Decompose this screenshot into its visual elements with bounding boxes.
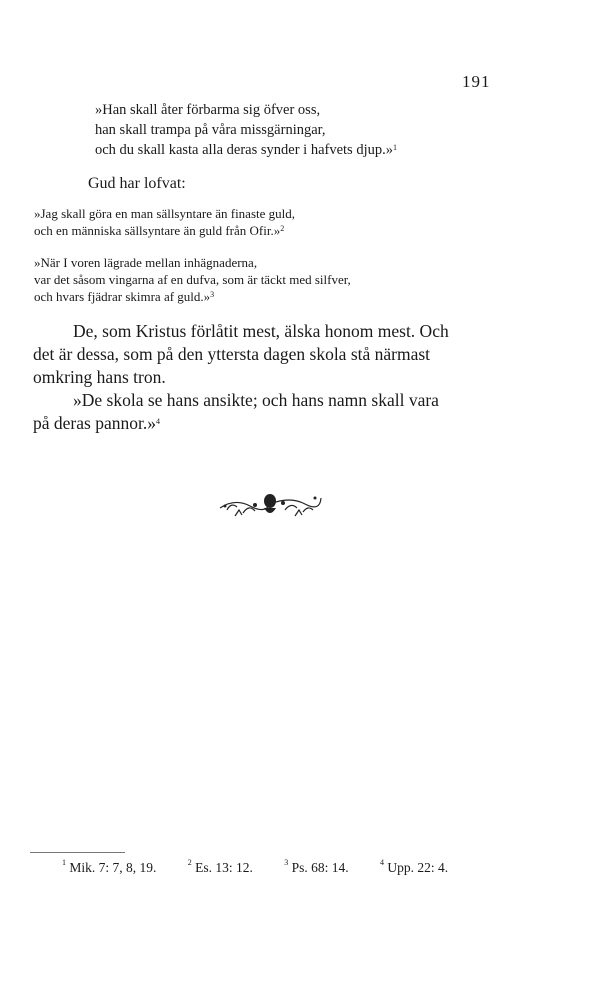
paragraph-line: omkring hans tron. xyxy=(33,367,166,387)
footnote: $^3$ Ps. 68: 14. xyxy=(284,858,349,875)
quote-line: »Jag skall göra en man sällsyntare än finaste guld, xyxy=(34,206,296,221)
quote-line: »När I voren lägrade mellan inhägnaderna, xyxy=(34,255,258,270)
footnote-ref: 1 xyxy=(392,143,397,152)
footnote-divider xyxy=(30,852,125,853)
footnote-ref: 3 xyxy=(210,290,215,299)
footnote: $^2$ Es. 13: 12. xyxy=(187,858,253,875)
quote-isaiah xyxy=(34,205,494,239)
quote-line: var det såsom vingarna af en dufva, som är täckt med silfver, xyxy=(34,272,351,287)
footnote-ref: 4 xyxy=(155,417,160,426)
footnote: $^4$ Upp. 22: 4. xyxy=(380,858,449,875)
quote-line: och du skall kasta alla deras synder i hafvets djup.»$^1$ xyxy=(95,142,397,158)
floral-ornament xyxy=(215,488,325,524)
paragraph-line: på deras pannor.»$^4$ xyxy=(33,413,160,433)
quote-line: han skall trampa på våra missgärningar, xyxy=(95,122,326,138)
paragraph-line: De, som Kristus förlåtit mest, älska honom mest. Och xyxy=(73,321,449,341)
quote-line: »Han skall åter förbarma sig öfver oss, xyxy=(95,102,321,118)
footnotes xyxy=(62,860,476,876)
paragraph-line: det är dessa, som på den yttersta dagen skola stå närmast xyxy=(33,344,431,364)
paragraph-line: »De skola se hans ansikte; och hans namn skall vara xyxy=(73,390,439,410)
body-paragraph xyxy=(33,320,493,435)
footnote: $^1$ Mik. 7: 7, 8, 19. xyxy=(62,858,157,875)
quote-line: och hvars fjädrar skimra af guld.»$^3$ xyxy=(34,289,215,304)
quote-psalm xyxy=(34,254,494,305)
page-number: 191 xyxy=(462,72,491,91)
footnote-ref: 2 xyxy=(280,224,285,233)
quote-line: och en människa sällsyntare än guld från Ofir.»$^2$ xyxy=(34,223,285,238)
intro-heading: Gud har lofvat: xyxy=(88,175,186,192)
quote-micah xyxy=(95,100,495,160)
